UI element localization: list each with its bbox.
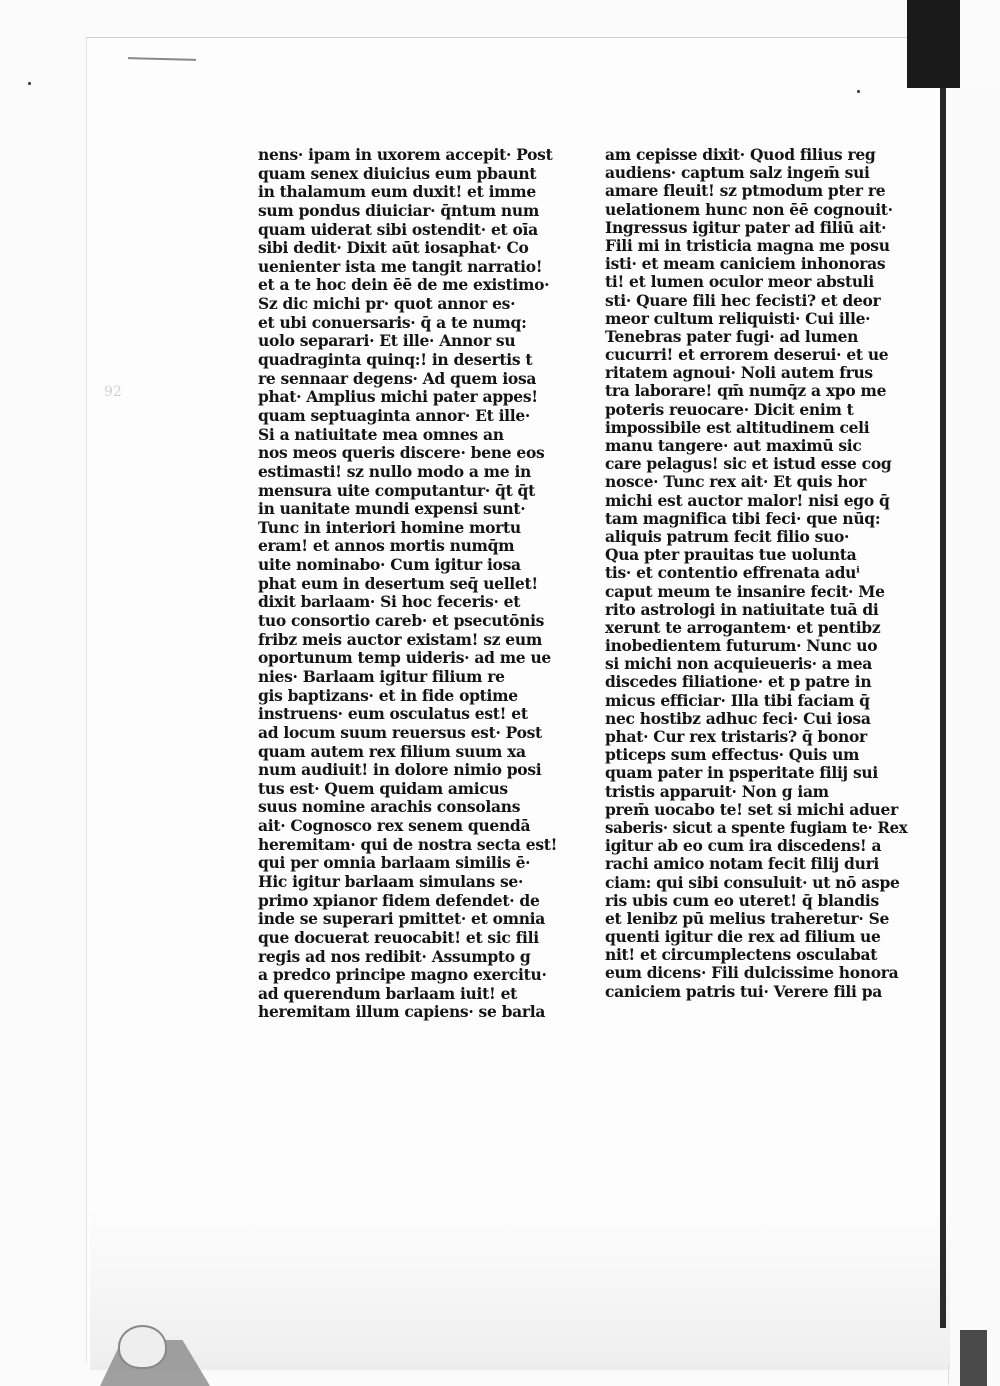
manuscript-line: pticeps sum effectus· Quis um xyxy=(605,745,860,765)
manuscript-line: phat· Cur rex tristaris? q̄ bonor xyxy=(605,727,867,746)
binding-gutter-top xyxy=(907,0,960,88)
manuscript-line: poteris reuocare· Dicit enim t xyxy=(605,399,854,419)
manuscript-line: uolo separari· Et ille· Annor su xyxy=(258,331,516,351)
manuscript-line: quam senex diuicius eum pbaunt xyxy=(258,163,537,183)
manuscript-line: ad locum suum reuersus est· Post xyxy=(258,722,542,742)
manuscript-line: et lenibz pū melius traheretur· Se xyxy=(605,908,890,928)
manuscript-line: regis ad nos redibit· Assumpto g xyxy=(258,946,531,966)
manuscript-line: rachi amico notam fecit filij duri xyxy=(605,854,880,874)
manuscript-line: nit! et circumplectens osculabat xyxy=(605,945,878,965)
manuscript-line: sibi dedit· Dixit aūt iosaphat· Co xyxy=(258,238,529,258)
manuscript-line: uite nominabo· Cum igitur iosa xyxy=(258,555,521,575)
manuscript-line: qui per omnia barlaam similis ē· xyxy=(258,853,531,873)
manuscript-line: ti! et lumen oculor meor abstuli xyxy=(605,272,874,292)
manuscript-line: quam uiderat sibi ostendit· et oīa xyxy=(258,219,538,239)
manuscript-line: quam autem rex filium suum xa xyxy=(258,741,526,761)
manuscript-line: amare fleuit! sz ptmodum pter re xyxy=(605,181,886,201)
manuscript-line: Fili mi in tristicia magna me posu xyxy=(605,235,890,255)
manuscript-line: aliquis patrum fecit filio suo· xyxy=(605,526,850,546)
holder-thumb xyxy=(118,1325,167,1369)
manuscript-line: ait· Cognosco rex senem quendā xyxy=(258,816,531,836)
manuscript-line: quenti igitur die rex ad filium ue xyxy=(605,927,881,947)
manuscript-line: prem̄ uocabo te! set si michi aduer xyxy=(605,799,898,819)
manuscript-line: ad querendum barlaam iuit! et xyxy=(258,983,517,1003)
manuscript-line: cucurri! et errorem deserui· et ue xyxy=(605,345,889,365)
manuscript-line: fribz meis auctor existam! sz eum xyxy=(258,629,542,649)
manuscript-line: Hic igitur barlaam simulans se· xyxy=(258,871,524,891)
manuscript-line: mensura uite computantur· q̄t q̄t xyxy=(258,480,535,500)
manuscript-line: isti· et meam caniciem inhonoras xyxy=(605,254,886,274)
right-text-column xyxy=(605,146,907,1001)
manuscript-line: am cepisse dixit· Quod filius reg xyxy=(605,145,876,164)
manuscript-line: manu tangere· aut maximū sic xyxy=(605,436,862,455)
manuscript-line: que docuerat reuocabit! et sic fili xyxy=(258,927,539,947)
binding-gutter-bottom xyxy=(960,1330,987,1386)
manuscript-line: tis· et contentio effrenata aduⁱ xyxy=(605,563,860,583)
manuscript-line: heremitam· qui de nostra secta est! xyxy=(258,834,558,854)
manuscript-line: nec hostibz adhuc feci· Cui iosa xyxy=(605,708,871,728)
manuscript-line: impossibile est altitudinem celi xyxy=(605,417,870,437)
manuscript-line: si michi non acquieueris· a mea xyxy=(605,654,873,674)
manuscript-line: ritatem agnoui· Noli autem frus xyxy=(605,363,873,383)
manuscript-line: Sz dic michi pr· quot annor es· xyxy=(258,294,516,314)
manuscript-line: et ubi conuersaris· q̄ a te numq: xyxy=(258,312,527,332)
manuscript-line: caniciem patris tui· Verere fili pa xyxy=(605,981,882,1001)
manuscript-line: tuo consortio careb· et psecutōnis xyxy=(258,611,545,631)
manuscript-line: nens· ipam in uxorem accepit· Post xyxy=(258,145,553,164)
manuscript-line: xerunt te arrogantem· et pentibz xyxy=(605,617,881,637)
manuscript-line: caput meum te insanire fecit· Me xyxy=(605,581,885,601)
manuscript-line: phat· Amplius michi pater appes! xyxy=(258,387,538,407)
manuscript-line: gis baptizans· et in fide optime xyxy=(258,685,518,705)
manuscript-line: Tenebras pater fugi· ad lumen xyxy=(605,326,859,346)
manuscript-line: meor cultum reliquisti· Cui ille· xyxy=(605,308,871,328)
manuscript-line: et a te hoc dein ēē de me existimo· xyxy=(258,275,550,295)
manuscript-line: Si a natiuitate mea omnes an xyxy=(258,424,504,444)
manuscript-line: eum dicens· Fili dulcissime honora xyxy=(605,963,899,983)
manuscript-line: in thalamum eum duxit! et imme xyxy=(258,182,536,202)
manuscript-line: inobedientem futurum· Nunc uo xyxy=(605,636,878,656)
manuscript-line: estimasti! sz nullo modo a me in xyxy=(258,461,531,481)
manuscript-line: igitur ab eo cum ira discedens! a xyxy=(605,836,882,856)
manuscript-line: ciam: qui sibi consuluit· ut nō aspe xyxy=(605,872,900,892)
manuscript-line: michi est auctor malor! nisi ego q̄ xyxy=(605,490,890,510)
manuscript-line: eram! et annos mortis numq̄m xyxy=(258,536,515,556)
binding-gutter xyxy=(940,88,946,1328)
manuscript-line: instruens· eum osculatus est! et xyxy=(258,704,528,724)
manuscript-line: sum pondus diuiciar· q̄ntum num xyxy=(258,200,539,220)
manuscript-line: num audiuit! in dolore nimio posi xyxy=(258,760,542,780)
manuscript-line: quam septuaginta annor· Et ille· xyxy=(258,405,531,425)
manuscript-line: inde se superari pmittet· et omnia xyxy=(258,909,546,929)
faint-margin-number: 92 xyxy=(104,384,122,400)
ink-speck xyxy=(28,82,31,85)
manuscript-line: tra laborare! qm̄ numq̄z a xpo me xyxy=(605,381,887,401)
manuscript-line: primo xpianor fidem defendet· de xyxy=(258,890,540,910)
manuscript-line: discedes filiatione· et p patre in xyxy=(605,672,872,692)
page-shadow xyxy=(90,1210,950,1370)
manuscript-line: care pelagus! sic et istud esse cog xyxy=(605,454,892,474)
manuscript-line: suus nomine arachis consolans xyxy=(258,797,521,817)
manuscript-line: heremitam illum capiens· se barla xyxy=(258,1002,546,1022)
manuscript-line: phat eum in desertum seq̄ uellet! xyxy=(258,573,538,593)
manuscript-line: Tunc in interiori homine mortu xyxy=(258,517,521,537)
manuscript-line: oportunum temp uideris· ad me ue xyxy=(258,648,551,668)
manuscript-line: nos meos queris discere· bene eos xyxy=(258,443,545,463)
manuscript-line: uenienter ista me tangit narratio! xyxy=(258,256,543,276)
manuscript-line: nies· Barlaam igitur filium re xyxy=(258,666,505,686)
manuscript-line: Qua pter prauitas tue uolunta xyxy=(605,545,857,565)
manuscript-line: rito astrologi in natiuitate tuā di xyxy=(605,599,879,619)
manuscript-line: audiens· captum salz ingem̄ sui xyxy=(605,163,870,183)
manuscript-line: tam magnifica tibi feci· que nūq: xyxy=(605,508,881,528)
manuscript-line: nosce· Tunc rex ait· Et quis hor xyxy=(605,472,867,492)
manuscript-line: in uanitate mundi expensi sunt· xyxy=(258,499,526,519)
manuscript-line: saberis· sicut a spente fugiam te· Rex xyxy=(605,817,908,837)
facing-page-edge xyxy=(948,85,1000,1385)
manuscript-line: sti· Quare fili hec fecisti? et deor xyxy=(605,290,881,310)
manuscript-line: a predco principe magno exercitu· xyxy=(258,965,547,985)
manuscript-line: tristis apparuit· Non g iam xyxy=(605,781,829,801)
manuscript-line: quam pater in psperitate filij sui xyxy=(605,763,878,783)
manuscript-line: ris ubis cum eo uteret! q̄ blandis xyxy=(605,890,879,910)
manuscript-line: quadraginta quinq:! in desertis t xyxy=(258,350,533,370)
manuscript-line: re sennaar degens· Ad quem iosa xyxy=(258,368,537,388)
manuscript-line: micus efficiar· Illa tibi faciam q̄ xyxy=(605,690,870,710)
manuscript-line: uelationem hunc non ēē cognouit· xyxy=(605,199,893,219)
manuscript-line: Ingressus igitur pater ad filiū ait· xyxy=(605,217,887,237)
left-text-column xyxy=(258,146,563,1022)
manuscript-line: dixit barlaam· Si hoc feceris· et xyxy=(258,592,521,612)
ink-speck xyxy=(857,90,860,93)
manuscript-line: tus est· Quem quidam amicus xyxy=(258,778,508,798)
